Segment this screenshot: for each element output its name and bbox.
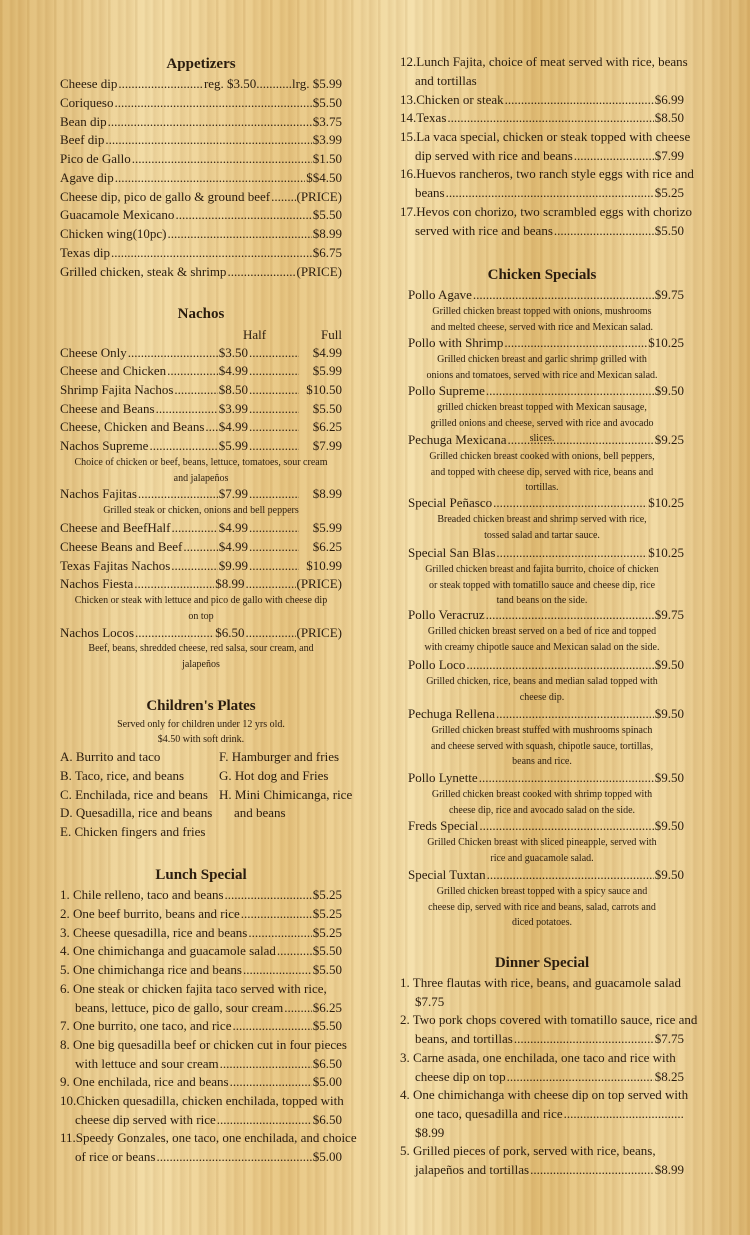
menu-item: 8. One big quesadilla beef or chicken cut in four pieces with lettuce and sour cream ..... $6.50 — [60, 1036, 342, 1074]
menu-item: 4. One chimichanga and guacamole salad ..... $5.50 — [60, 942, 342, 961]
menu-item: 16.Huevos rancheros, two ranch style eggs with rice and beans ..... $5.25 — [400, 165, 684, 203]
children-drink-note: $4.50 with soft drink. — [157, 734, 245, 745]
childrens-plates-heading: Children's Plates — [146, 698, 256, 714]
item-description: Grilled Chicken breast with sliced pineapple, served with rice and guacamole salad. — [427, 837, 657, 864]
menu-item: Pechuga Mexicana ..... $9.25 — [408, 431, 684, 450]
half-column-label: Half — [243, 327, 267, 342]
menu-item: 17.Hevos con chorizo, two scrambled eggs with chorizo served with rice and beans ..... $5.50 — [400, 203, 684, 241]
childrens-plates-left — [60, 748, 220, 842]
list-item: D. Quesadilla, rice and beans — [60, 805, 213, 821]
item-description: Grilled chicken breast cooked with shrimp topped with cheese dip, rice and avocado salad on the side. — [431, 789, 653, 816]
list-item: E. Chicken fingers and fries — [60, 824, 206, 839]
item-description: Grilled chicken, rice, beans and median salad topped with cheese dip. — [426, 676, 658, 703]
menu-item: Texas Fajitas Nachos ..... $9.99 ..... $10.99 — [60, 557, 342, 576]
lunch-special-heading: Lunch Special — [155, 867, 247, 883]
menu-item: Pollo Agave ..... $9.75 — [408, 286, 684, 305]
menu-item: Pollo Lynette ..... $9.50 — [408, 769, 684, 788]
childrens-plates-right — [219, 748, 359, 823]
menu-item: 1. Three flautas with rice, beans, and guacamole salad ..... $7.75 — [400, 974, 684, 1012]
full-column-label: Full — [321, 327, 342, 342]
appetizers-heading: Appetizers — [166, 56, 236, 72]
menu-item: 11.Speedy Gonzales, one taco, one enchilada, and choice of rice or beans ..... $5.00 — [60, 1129, 342, 1167]
list-item: A. Burrito and taco — [60, 749, 161, 764]
menu-item: 5. Grilled pieces of pork, served with rice, beans, jalapeños and tortillas ..... $8.99 — [400, 1142, 684, 1180]
menu-item: 13.Chicken or steak ..... $6.99 — [400, 91, 684, 110]
list-item: C. Enchilada, rice and beans — [60, 786, 208, 802]
item-description: Breaded chicken breast and shrimp served with rice, tossed salad and tartar sauce. — [437, 514, 647, 541]
menu-item: Special Tuxtan ..... $9.50 — [408, 866, 684, 885]
list-item: G. Hot dog and Fries — [219, 767, 329, 783]
menu-item: 9. One enchilada, rice and beans ..... $5.00 — [60, 1073, 342, 1092]
menu-item: 10.Chicken quesadilla, chicken enchilada, topped with cheese dip served with rice ..... $6.50 — [60, 1092, 342, 1130]
menu-item: 14.Texas ..... $8.50 — [400, 109, 684, 128]
menu-item: Beef dip ..... $3.99 — [60, 131, 342, 150]
menu-item: Cheese and Chicken ..... $4.99 ..... $5.99 — [60, 362, 342, 381]
item-description: Grilled chicken breast cooked with onions, bell peppers, and topped with cheese dip, served with rice, beans and tortillas. — [429, 451, 655, 493]
menu-item: Pollo Loco ..... $9.50 — [408, 656, 684, 675]
menu-item: Nachos Supreme ..... $5.99 ..... $7.99 — [60, 437, 342, 456]
nachos-fajitas-description: Grilled steak or chicken, onions and bell peppers — [103, 505, 299, 516]
menu-item: 1. Chile relleno, taco and beans ..... $5.25 — [60, 886, 342, 905]
item-description: Grilled chicken breast stuffed with mushrooms spinach and cheese served with squash, chipotle sauce, tortillas, beans and rice. — [430, 725, 654, 767]
menu-item: Freds Special ..... $9.50 — [408, 817, 684, 836]
menu-item: Shrimp Fajita Nachos ..... $8.50 ..... $10.50 — [60, 381, 342, 400]
menu-item: Special San Blas ..... $10.25 — [408, 544, 684, 563]
menu-item: Grilled chicken, steak & shrimp ..... (PRICE) — [60, 263, 342, 282]
menu-item: Texas dip ..... $6.75 — [60, 244, 342, 263]
menu-item: Cheese, Chicken and Beans ..... $4.99 ..... $6.25 — [60, 418, 342, 437]
nachos-fiesta-description: Chicken or steak with lettuce and pico de gallo with cheese dip on top — [74, 595, 328, 622]
menu-item: 4. One chimichanga with cheese dip on top served with one taco, quesadilla and rice ..... $8.99 — [400, 1086, 684, 1142]
item-description: grilled chicken breast topped with Mexican sausage, grilled onions and cheese, served with rice and avocado slices. — [430, 402, 654, 444]
menu-item: Cheese Only ..... $3.50 ..... $4.99 — [60, 344, 342, 363]
menu-item: 2. One beef burrito, beans and rice ..... $5.25 — [60, 905, 342, 924]
children-age-note: Served only for children under 12 yrs old. — [117, 719, 285, 730]
menu-item: Cheese dip ..... reg. $3.50...........lrg. $5.99 — [60, 75, 342, 94]
menu-item: Pollo with Shrimp ..... $10.25 — [408, 334, 684, 353]
dinner-special-heading: Dinner Special — [494, 955, 590, 971]
nachos-locos-description: Beef, beans, shredded cheese, red salsa, sour cream, and jalapeños — [88, 643, 314, 670]
menu-item: Nachos Locos ..... $6.50 ..... (PRICE) — [60, 624, 342, 643]
menu-item: Nachos Fiesta ..... $8.99 ..... (PRICE) — [60, 575, 342, 594]
menu-item: 12.Lunch Fajita, choice of meat served with rice, beans and tortillas — [400, 54, 688, 88]
menu-item: Agave dip ..... $$4.50 — [60, 169, 342, 188]
item-description: Grilled chicken breast topped with a spicy sauce and cheese dip, served with rice and beans, salad, carrots and diced potatoes. — [428, 886, 656, 928]
list-item: and beans — [234, 805, 286, 821]
menu-item: Guacamole Mexicano ..... $5.50 — [60, 206, 342, 225]
menu-item: 3. Carne asada, one enchilada, one taco and rice with cheese dip on top ..... $8.25 — [400, 1049, 684, 1087]
chicken-specials-heading: Chicken Specials — [487, 267, 597, 283]
item-description: Grilled chicken breast served on a bed of rice and topped with creamy chipotle sauce and Mexican salad on the side. — [424, 626, 660, 653]
menu-item: Pollo Veracruz ..... $9.75 — [408, 606, 684, 625]
menu-item: Bean dip ..... $3.75 — [60, 113, 342, 132]
appetizers-list — [60, 75, 342, 281]
menu-item: Nachos Fajitas ..... $7.99 ..... $8.99 — [60, 485, 342, 504]
list-item: B. Taco, rice, and beans — [60, 767, 185, 783]
menu-item: Pechuga Rellena ..... $9.50 — [408, 705, 684, 724]
menu-item: Pico de Gallo ..... $1.50 — [60, 150, 342, 169]
menu-item: 7. One burrito, one taco, and rice ..... $5.50 — [60, 1017, 342, 1036]
menu-item: Cheese and Beans ..... $3.99 ..... $5.50 — [60, 400, 342, 419]
menu-item: Chicken wing(10pc) ..... $8.99 — [60, 225, 342, 244]
menu-item: 15.La vaca special, chicken or steak topped with cheese dip served with rice and beans ..... $7.99 — [400, 128, 684, 166]
menu-item: 5. One chimichanga rice and beans ..... $5.50 — [60, 961, 342, 980]
nachos-heading: Nachos — [177, 306, 225, 322]
menu-item: Pollo Supreme ..... $9.50 — [408, 382, 684, 401]
item-description: Grilled chicken breast and garlic shrimp grilled with onions and tomatoes, served with rice and Mexican salad. — [426, 354, 658, 381]
nachos-supreme-description: Choice of chicken or beef, beans, lettuce, tomatoes, sour cream and jalapeños — [74, 457, 328, 484]
item-description: Grilled chicken breast and fajita burrito, choice of chicken or steak topped with tomatillo sauce and cheese dip, rice tand beans on the side. — [425, 564, 659, 606]
menu-item: Cheese and BeefHalf ..... $4.99 ..... $5.99 — [60, 519, 342, 538]
menu-item: Cheese Beans and Beef ..... $4.99 ..... $6.25 — [60, 538, 342, 557]
menu-item: Cheese dip, pico de gallo & ground beef ..... (PRICE) — [60, 188, 342, 207]
item-description: Grilled chicken breast topped with onions, mushrooms and melted cheese, served with rice and Mexican salad. — [430, 306, 654, 333]
menu-item: 2. Two pork chops covered with tomatillo sauce, rice and beans, and tortillas ..... $7.75 — [400, 1011, 684, 1049]
menu-item: Coriqueso ..... $5.50 — [60, 94, 342, 113]
menu-item: 6. One steak or chicken fajita taco served with rice, beans, lettuce, pico de gallo, sour cream ..... $6.25 — [60, 980, 342, 1018]
menu-item: Special Peñasco ..... $10.25 — [408, 494, 684, 513]
list-item: H. Mini Chimicanga, rice — [219, 786, 353, 802]
list-item: F. Hamburger and fries — [219, 749, 340, 764]
menu-item: 3. Cheese quesadilla, rice and beans ..... $5.25 — [60, 924, 342, 943]
